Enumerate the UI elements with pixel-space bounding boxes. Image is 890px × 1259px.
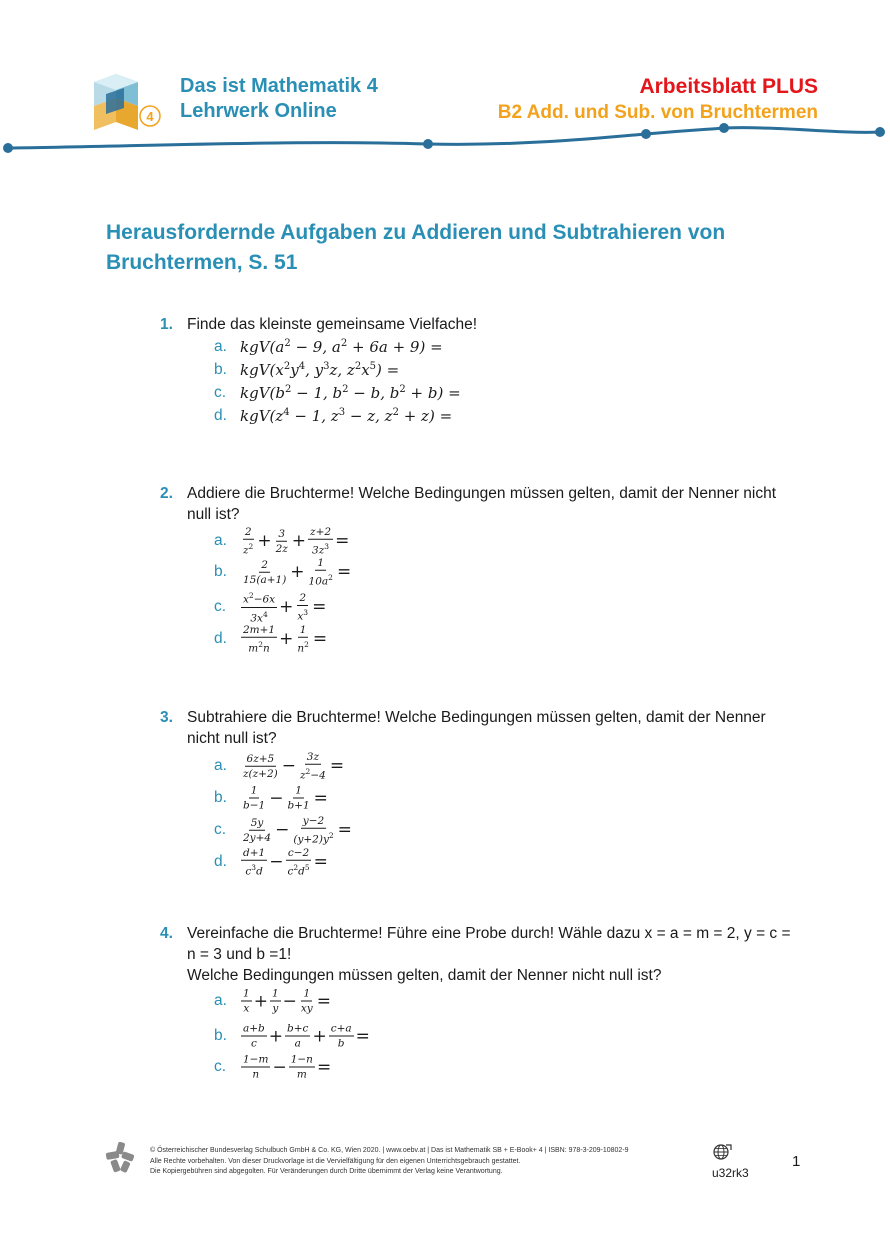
brand-line-1: Das ist Mathematik 4 bbox=[180, 75, 378, 97]
math-expression: $\frac{x^2-6x}{3x^4}$ + $\frac{2}{x^3}$ = bbox=[243, 591, 327, 624]
task-number: 2. bbox=[160, 485, 173, 502]
logo-badge: 4 bbox=[146, 109, 154, 124]
task-text: Finde das kleinste gemeinsame Vielfache! bbox=[187, 316, 478, 333]
task-number: 4. bbox=[160, 925, 173, 942]
math-expression: $kgV(b^2 - 1$, $b^2 - b$, $b^2 + b$) = bbox=[240, 384, 461, 402]
copyright-notice: © Österreichischer Bundesverlag Schulbuch GmbH & Co. KG, Wien 2020. | www.oebv.at | Das ist Mathematik SB + E-Book+ 4 | ISBN: 978-3-209-10802-9 Alle Rechte vorbehalten. Von dieser Druckvorlage ist die Vervielfältigung für den eigenen Unterrichtsgebrauch gestattet. Die Kopiergebühren sind abgegolten. Für Veränderungen durch Dritte übernimmt der Verlag keine Verantwortung. bbox=[150, 1147, 629, 1175]
math-expression: $\frac{2}{z^2}$ + $\frac{3}{2z}$ + $\frac{z+2}{3z^3}$ = bbox=[243, 525, 350, 557]
math-expression: $\frac{1}{b-1}$ − $\frac{1}{b+1}$ = bbox=[243, 784, 328, 812]
task-text: Subtrahiere die Bruchterme! Welche Bedingungen müssen gelten, damit der Nenner nicht null ist? bbox=[187, 709, 766, 747]
online-code[interactable]: u32rk3 bbox=[712, 1166, 749, 1180]
brand-line-2: Lehrwerk Online bbox=[180, 100, 337, 122]
task-number: 1. bbox=[160, 316, 173, 333]
math-expression: $kgV(x^2y^4$, $y^3z$, $z^2x^5$) = bbox=[240, 361, 400, 379]
task-1 bbox=[160, 314, 800, 335]
math-expression: $\frac{1}{x}$ + $\frac{1}{y}$ − $\frac{1}{xy}$ = bbox=[243, 987, 331, 1015]
header-wave-line bbox=[0, 118, 890, 162]
brand bbox=[180, 74, 378, 124]
math-expression: $\frac{6z+5}{z(z+2)}$ − $\frac{3z}{z^2-4}$ = bbox=[243, 750, 345, 782]
task-3 bbox=[160, 707, 800, 749]
math-expression: $\frac{2m+1}{m^2n}$ + $\frac{1}{n^2}$ = bbox=[243, 623, 328, 655]
math-expression: $kgV(a^2 - 9$, $a^2 + 6a + 9$) = bbox=[240, 338, 443, 356]
task-text: Addiere die Bruchterme! Welche Bedingungen müssen gelten, damit der Nenner nicht null ist? bbox=[187, 485, 777, 523]
task-4 bbox=[160, 923, 800, 986]
page-title: Herausfordernde Aufgaben zu Addieren und Subtrahieren von Bruchtermen, S. 51 bbox=[106, 221, 726, 274]
math-expression: $\frac{2}{15(a+1)}$ + $\frac{1}{10a^2}$ = bbox=[243, 556, 352, 588]
math-expression: $\frac{1-m}{n}$ − $\frac{1-n}{m}$ = bbox=[243, 1053, 332, 1081]
task-text: Vereinfache die Bruchterme! Führe eine Probe durch! Wähle dazu x = a = m = 2, y = c = n = 3 und b =1! bbox=[187, 925, 791, 963]
math-expression: $kgV(z^4 - 1$, $z^3 - z$, $z^2 + z$) = bbox=[240, 407, 453, 425]
task-number: 3. bbox=[160, 709, 173, 726]
math-expression: $\frac{a+b}{c}$ + $\frac{b+c}{a}$ + $\frac{c+a}{b}$ = bbox=[243, 1022, 370, 1050]
sheet-subtitle: B2 Add. und Sub. von Bruchtermen bbox=[497, 102, 818, 123]
globe-link-icon[interactable] bbox=[712, 1142, 732, 1162]
task-text-2: Welche Bedingungen müssen gelten, damit der Nenner nicht null ist? bbox=[187, 967, 662, 984]
math-expression: $\frac{5y}{2y+4}$ − $\frac{y-2}{(y+2)y^2}$ = bbox=[243, 814, 352, 846]
math-expression: $\frac{d+1}{c^3d}$ − $\frac{c-2}{c^2d^5}$ = bbox=[243, 846, 328, 878]
page-number: 1 bbox=[792, 1153, 801, 1170]
task-2 bbox=[160, 483, 800, 525]
publisher-logo-icon bbox=[104, 1140, 136, 1174]
sheet-title: Arbeitsblatt PLUS bbox=[639, 75, 818, 98]
